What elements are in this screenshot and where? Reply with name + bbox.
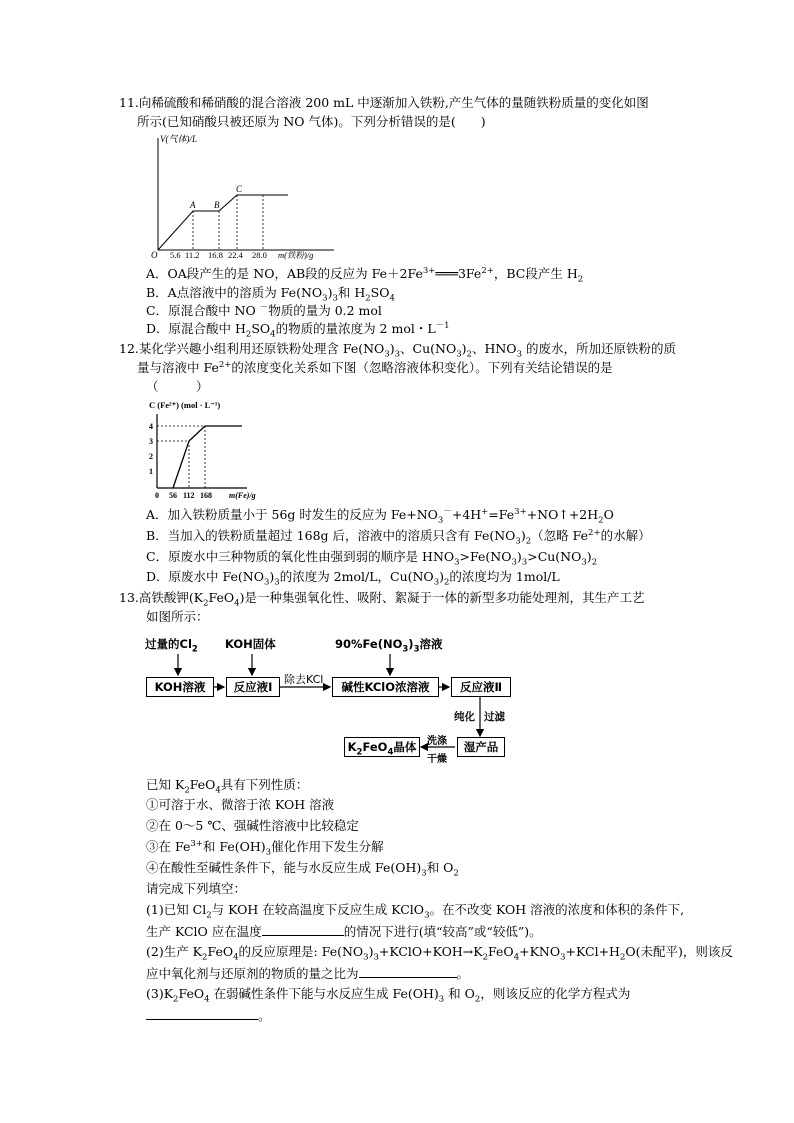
- q12-ytick-3: 3: [149, 437, 153, 446]
- flow-label-feno3: $90\%Fe(NO_3)_3$溶液: [335, 637, 443, 655]
- q11-origin: O: [151, 250, 158, 260]
- q11-curve: [158, 195, 288, 250]
- q13-part3-answer-blank[interactable]: [146, 1006, 258, 1020]
- flow-box-koh-solution: KOH溶液: [146, 677, 214, 697]
- flow-box-reaction-1: 反应液Ⅰ: [226, 677, 280, 697]
- flow-label-wash: 洗涤: [427, 736, 447, 747]
- q12-option-c: C．原废水中三种物质的氧化性由强到弱的顺序是 $HNO_3>Fe(NO_3)_3>Cu(NO_3)_2$: [146, 549, 598, 568]
- q12-stem-line3: （ ）: [146, 379, 209, 394]
- q13-prop-4: ④在酸性至碱性条件下，能与水反应生成 $Fe(OH)_3$和 $O_2$: [146, 860, 459, 879]
- q12-xtick-112: 112: [183, 491, 195, 500]
- q11-tick-3: 16.8: [208, 250, 223, 260]
- flow-box-kclo: 碱性KClO浓溶液: [332, 677, 439, 697]
- flow-box-wet-product: 湿产品: [457, 737, 505, 757]
- q13-known: 已知 $K_2FeO_4$具有下列性质：: [146, 777, 309, 796]
- q11-option-d: D．原混合酸中 $H_2SO_4$的物质的量浓度为 2 mol・$L^{-1}$: [146, 320, 450, 340]
- q12-stem-line2: 量与溶液中 $Fe^{2+}$的浓度变化关系如下图（忽略溶液体积变化）。下列有关结论错误的是: [137, 359, 613, 375]
- q12-chart: [145, 396, 275, 502]
- q11-tick-5: 28.0: [252, 250, 267, 260]
- q13-part1-line1: (1)已知 $Cl_2$与 KOH 在较高温度下反应生成 KClO$_3$。在不改变 KOH 溶液的浓度和体积的条件下,: [146, 902, 685, 921]
- q12-option-a: A．加入铁粉质量小于 56g 时发生的反应为 $Fe+NO_3^-+4H^+=Fe^{3+}+NO↑+2H_2O$: [146, 506, 614, 526]
- q12-xtick-56: 56: [169, 491, 177, 500]
- q11-point-a: A: [190, 200, 196, 210]
- q11-stem-line1: 11.向稀硫酸和稀硝酸的混合溶液 200 mL 中逐渐加入铁粉,产生气体的量随铁粉质量的变化如图: [119, 95, 649, 110]
- q13-prop-2: ②在 0～5 ℃、强碱性溶液中比较稳定: [146, 818, 359, 833]
- q12-option-d: D．原废水中 $Fe(NO_3)_3$的浓度为 2mol/L，$Cu(NO_3)_2$的浓度均为 1mol/L: [146, 569, 560, 588]
- q12-ytick-4: 4: [149, 422, 153, 431]
- q11-tick-1: 5.6: [170, 250, 181, 260]
- q11-point-b: B: [214, 200, 220, 210]
- q12-x-label: m(Fe)/g: [229, 491, 256, 500]
- q13-part2-line1: (2)生产 $K_2FeO_4$的反应原理是: $Fe(NO_3)_3+KClO+KOH\to K_2FeO_4+KNO_3+KCl+H_2O$(未配平)，则该反: [146, 944, 733, 963]
- q13-stem-line1: 13.高铁酸钾$(K_2FeO_4)$是一种集强氧化性、吸附、絮凝于一体的新型多功能处理剂，其生产工艺: [119, 590, 645, 609]
- q13-part2-line2: 应中氧化剂与还原剂的物质的量之比为 。: [146, 966, 470, 981]
- flow-label-filter: 过滤: [484, 711, 505, 723]
- q11-option-a: A．OA段产生的是 NO，AB段的反应为 $Fe+2Fe^{3+}═══3Fe^{2+}$，BC段产生 $H_2$: [146, 265, 584, 285]
- flow-label-remove-kcl: 除去KCl: [284, 673, 324, 686]
- q11-tick-4: 22.4: [228, 250, 243, 260]
- q11-stem-line2: 所示(已知硝酸只被还原为 NO 气体)。下列分析错误的是( ): [137, 114, 486, 129]
- flow-box-reaction-2: 反应液Ⅱ: [451, 677, 511, 697]
- flow-label-purify: 纯化: [454, 711, 475, 723]
- q12-option-b: B．当加入的铁粉质量超过 168g 后，溶液中的溶质只含有 $Fe(NO_3)_2$（忽略 $Fe^{2+}$的水解）: [146, 527, 651, 547]
- q12-xtick-0: 0: [155, 491, 159, 500]
- q13-part3-line2: 。: [146, 1006, 271, 1025]
- q11-option-c: C．原混合酸中 NO －物质的量为 0.2 mol: [146, 302, 382, 318]
- q12-curve: [173, 426, 242, 488]
- q13-stem-line2: 如图所示：: [146, 609, 209, 624]
- flow-box-k2feo4-crystal: $K_2FeO_4$晶体: [344, 737, 420, 757]
- q11-y-label: V(气体)/L: [160, 134, 197, 144]
- q12-ytick-2: 2: [149, 452, 153, 461]
- q12-stem-line1: 12.某化学兴趣小组利用还原铁粉处理含 $Fe(NO_3)_3$、$Cu(NO_3)_2$、$HNO_3$ 的废水，所加还原铁粉的质: [119, 341, 676, 360]
- q11-tick-2: 11.2: [185, 250, 200, 260]
- q13-part1-line2: 生产 KClO 应在温度 的情况下进行(填“较高”或“较低”)。: [146, 924, 542, 939]
- q11-point-c: C: [236, 184, 243, 194]
- q13-part3-line1: $(3)K_2FeO_4$ 在弱碱性条件下能与水反应生成 $Fe(OH)_3$ 和 $O_2$，则该反应的化学方程式为: [146, 986, 631, 1005]
- q12-ytick-1: 1: [149, 467, 153, 476]
- q12-y-label: C (Fe²⁺) (mol · L⁻¹): [149, 400, 221, 410]
- q11-chart: [148, 132, 338, 262]
- q13-part1-answer-blank[interactable]: [262, 922, 344, 936]
- q13-prop-1: ①可溶于水、微溶于浓 KOH 溶液: [146, 797, 335, 812]
- q12-xtick-168: 168: [200, 491, 212, 500]
- flow-label-dry: 干燥: [427, 754, 447, 765]
- q13-fill-intro: 请完成下列填空：: [146, 881, 247, 896]
- flow-label-koh-solid: KOH固体: [225, 637, 276, 651]
- q11-x-label: m(铁粉)/g: [278, 250, 314, 260]
- flow-label-excess-cl2: 过量的$Cl_2$: [145, 637, 198, 655]
- q11-option-b: B．A点溶液中的溶质为 $Fe(NO_3)_3$和 $H_2SO_4$: [146, 285, 395, 304]
- q13-part2-answer-blank[interactable]: [359, 964, 457, 978]
- q13-prop-3: ③在 $Fe^{3+}$和 $Fe(OH)_3$催化作用下发生分解: [146, 838, 384, 858]
- q13-flow-diagram: [140, 632, 520, 767]
